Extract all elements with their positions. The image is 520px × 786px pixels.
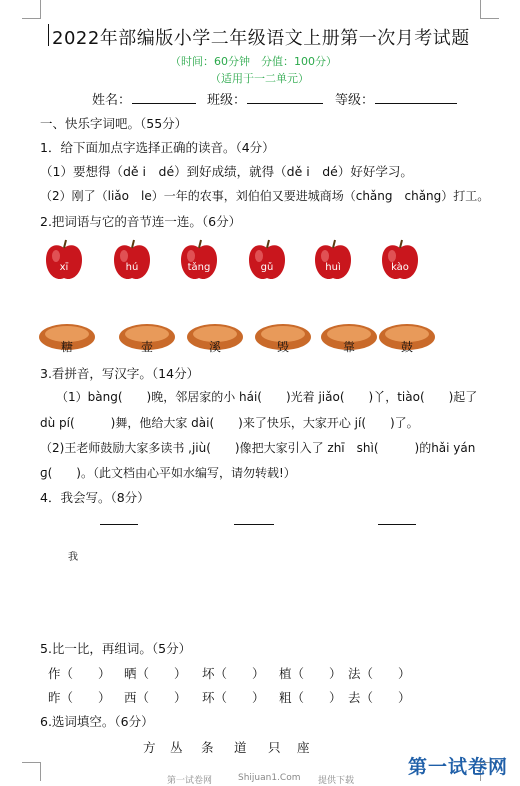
- q5-item: 西（ ）: [124, 690, 187, 705]
- time-score-note: （时间：60分钟 分值：100分）: [170, 55, 337, 68]
- plate-word-label: 毁: [276, 340, 289, 354]
- plate-word-5[interactable]: [320, 322, 378, 352]
- site-logo: 第一试卷网: [408, 756, 509, 778]
- plate-word-6[interactable]: [378, 322, 436, 352]
- apple-pinyin-label: huì: [325, 262, 341, 273]
- footer-left-text: 第一试卷网: [167, 776, 213, 786]
- corner-mark-top-left: [22, 0, 41, 19]
- apple-pinyin-label: hú: [125, 262, 139, 273]
- class-label: 班级：: [207, 93, 247, 108]
- scope-note: （适用于一二单元）: [210, 72, 309, 85]
- q5-item: 昨（ ）: [48, 690, 111, 705]
- plate-word-4[interactable]: [254, 322, 312, 352]
- q4-heading: 4．我会写。（8分）: [40, 490, 150, 505]
- name-label: 姓名：: [92, 93, 132, 108]
- q4-blank-3[interactable]: [378, 524, 416, 525]
- q3-line-2: dù pí( )舞，他给大家 dài( )来了快乐，大家开心 jí( )了。: [40, 416, 419, 430]
- corner-mark-bottom-left: [22, 762, 41, 781]
- q1-line-2: （2）刚了（liǎo le）一年的农事，刘伯伯又要进城商场（chǎng chǎng）打工。: [40, 189, 490, 203]
- section-heading: 一、快乐字词吧。（55分）: [40, 116, 188, 131]
- q1-line-1: （1）要想得（dě i dé）到好成绩，就得（dě i dé）好好学习。: [40, 164, 413, 179]
- apple-pinyin-label: kào: [391, 262, 409, 273]
- apple-pinyin-4[interactable]: [245, 238, 289, 284]
- apple-icon: [177, 238, 221, 284]
- plate-word-label: 壶: [140, 340, 153, 354]
- plate-word-1[interactable]: [38, 322, 96, 352]
- q5-item: 作（ ）: [48, 666, 111, 681]
- apple-pinyin-label: xī: [59, 262, 69, 273]
- q3-heading: 3.看拼音，写汉字。（14分）: [40, 366, 200, 381]
- q3-line-4: ɡ( )。（此文档由心平如水编写，请勿转载!）: [40, 466, 296, 480]
- plate-word-label: 鼓: [400, 340, 413, 354]
- q6-word: 道: [234, 740, 247, 755]
- apple-pinyin-3[interactable]: [177, 238, 221, 284]
- apple-icon: [42, 238, 86, 284]
- footer-center-text: Shijuan1.Com: [238, 773, 301, 783]
- text-cursor: [48, 24, 49, 46]
- q5-item: 粗（ ）: [279, 690, 342, 705]
- apple-icon: [110, 238, 154, 284]
- q4-example-char: 我: [68, 552, 78, 563]
- q2-heading: 2.把词语与它的音节连一连。（6分）: [40, 214, 242, 229]
- q6-heading: 6.选词填空。（6分）: [40, 714, 154, 729]
- q5-heading: 5.比一比，再组词。（5分）: [40, 641, 192, 656]
- apple-pinyin-label: tǎng: [187, 262, 211, 273]
- q4-blank-2[interactable]: [234, 524, 274, 525]
- apple-icon: [378, 238, 422, 284]
- q3-line-3: （2)王老师鼓励大家多读书 ,jiù( )像把大家引入了 zhī shì( )的hǎi yán: [40, 441, 476, 455]
- q5-item: 晒（ ）: [124, 666, 187, 681]
- q6-word: 只: [268, 740, 281, 755]
- apple-pinyin-6[interactable]: [378, 238, 422, 284]
- apple-pinyin-2[interactable]: [110, 238, 154, 284]
- plate-word-label: 靠: [342, 340, 355, 354]
- q6-word: 丛: [170, 740, 183, 755]
- q6-word: 座: [297, 740, 310, 755]
- q5-item: 植（ ）: [279, 666, 342, 681]
- q6-word: 方: [143, 740, 156, 755]
- name-blank[interactable]: [132, 103, 196, 104]
- q5-item: 法（ ）: [348, 666, 411, 681]
- q5-item: 坏（ ）: [202, 666, 265, 681]
- level-blank[interactable]: [375, 103, 457, 104]
- q5-item: 环（ ）: [202, 690, 265, 705]
- apple-icon: [245, 238, 289, 284]
- level-label: 等级：: [335, 93, 375, 108]
- apple-pinyin-label: gǔ: [260, 262, 274, 273]
- plate-word-3[interactable]: [186, 322, 244, 352]
- q5-item: 去（ ）: [348, 690, 411, 705]
- apple-pinyin-1[interactable]: [42, 238, 86, 284]
- page-title: 2022年部编版小学二年级语文上册第一次月考试题: [52, 28, 470, 49]
- class-blank[interactable]: [247, 103, 323, 104]
- plate-word-label: 糖: [60, 340, 73, 354]
- q6-word: 条: [201, 740, 214, 755]
- q4-blank-1[interactable]: [100, 524, 138, 525]
- corner-mark-top-right: [480, 0, 499, 19]
- footer-right-text: 提供下载: [318, 776, 355, 786]
- plate-word-2[interactable]: [118, 322, 176, 352]
- q1-heading: 1．给下面加点字选择正确的读音。（4分）: [40, 140, 275, 155]
- apple-pinyin-5[interactable]: [311, 238, 355, 284]
- plate-word-label: 溪: [208, 340, 221, 354]
- q3-line-1: （1）bàng( )晚，邻居家的小 hái( )光着 jiǎo( )丫，tiào( )起了: [56, 390, 478, 404]
- apple-icon: [311, 238, 355, 284]
